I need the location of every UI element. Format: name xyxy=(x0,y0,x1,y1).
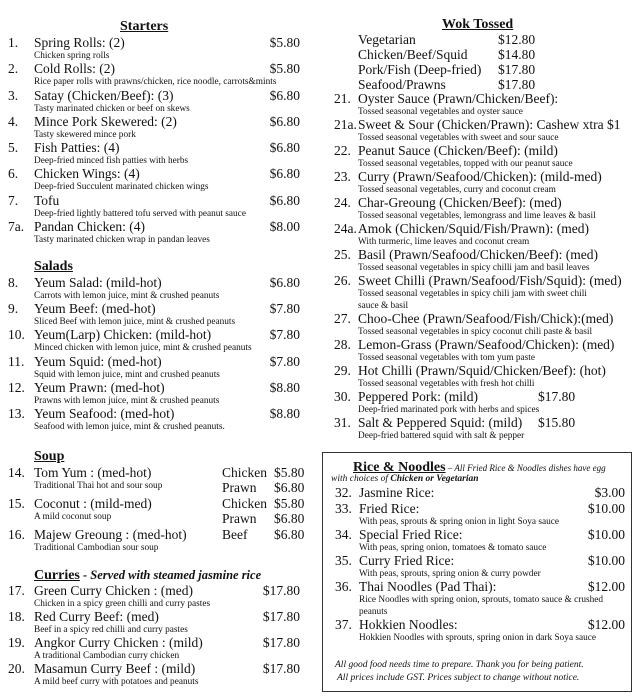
item-number: 24a. xyxy=(334,221,357,236)
price-tier xyxy=(320,32,637,47)
item-name: Yeum Salad: (mild-hot) xyxy=(34,275,162,290)
item-name: Angkor Curry Chicken : (mild) xyxy=(34,635,203,650)
variant-price: $6.80 xyxy=(274,480,305,495)
starters-list xyxy=(0,36,320,246)
tier-price: $17.80 xyxy=(498,77,536,92)
item-number: 27. xyxy=(334,311,351,326)
item-number: 5. xyxy=(8,140,19,156)
item-number: 29. xyxy=(334,363,351,378)
curries-title: Curries xyxy=(34,568,80,583)
menu-item xyxy=(0,302,320,328)
item-price: $10.00 xyxy=(587,501,625,516)
item-description: Minced chicken with lemon juice, mint & crushed peanuts xyxy=(34,343,252,354)
item-description: Prawns with lemon juice, mint & crushed peanuts xyxy=(34,395,220,406)
item-number: 7a. xyxy=(8,219,25,235)
item-name: Choo-Chee (Prawn/Seafood/Fish/Chick):(med) xyxy=(358,311,614,326)
wok-price-tiers xyxy=(320,32,637,92)
item-name: Yeum Beef: (med-hot) xyxy=(34,301,156,317)
item-description: Sliced Beef with lemon juice, mint & crushed peanuts xyxy=(34,317,236,328)
menu-item xyxy=(320,338,637,364)
item-price: $15.80 xyxy=(538,415,576,430)
item-price: $12.00 xyxy=(587,579,625,594)
item-description: Traditional Thai hot and sour soup xyxy=(34,481,163,491)
item-name: Sweet & Sour (Chicken/Prawn): Cashew xtra $1 xyxy=(358,117,621,132)
item-description: Deep-fried minced fish patties with herbs xyxy=(34,156,189,167)
item-name: Jasmine Rice: xyxy=(359,485,435,500)
menu-item xyxy=(1,528,633,554)
item-price: $3.00 xyxy=(594,485,625,500)
item-name: Green Curry Chicken : (med) xyxy=(34,583,193,598)
item-number: 25. xyxy=(334,247,351,262)
item-name: Amok (Chicken/Squid/Fish/Prawn): (med) xyxy=(358,221,589,236)
rice-list xyxy=(1,486,633,644)
variant-price: $6.80 xyxy=(274,527,305,542)
item-name: Peanut Sauce (Chicken/Beef): (mild) xyxy=(358,143,558,158)
item-description: Rice paper rolls with prawns/chicken, rice noodle, carrots&mints xyxy=(34,77,277,88)
item-number: 33. xyxy=(335,501,352,516)
item-name: Satay (Chicken/Beef): (3) xyxy=(34,87,174,103)
curries-subtitle: - Served with steamed jasmine rice xyxy=(79,568,262,582)
menu-item xyxy=(1,618,633,644)
menu-item xyxy=(0,381,320,407)
item-name: Salt & Peppered Squid: (mild) xyxy=(358,415,523,430)
item-name: Char-Greoung (Chicken/Beef): (med) xyxy=(358,195,562,210)
item-number: 16. xyxy=(8,527,25,542)
item-number: 23. xyxy=(334,169,351,184)
item-price: $6.80 xyxy=(269,275,300,290)
menu-item xyxy=(0,194,320,220)
item-description: Tasty skewered mince pork xyxy=(34,129,136,140)
item-description: Carrots with lemon juice, mint & crushed peanuts xyxy=(34,291,220,301)
item-number: 24. xyxy=(334,195,351,210)
menu-item xyxy=(0,220,320,246)
item-price: $5.80 xyxy=(269,61,300,77)
item-description: Squid with lemon juice, mint and crushed peanuts xyxy=(34,369,220,380)
item-name: Curry Fried Rice: xyxy=(359,553,455,568)
item-description: Chicken spring rolls xyxy=(34,51,110,61)
menu-item xyxy=(0,62,320,88)
item-number: 11. xyxy=(8,353,25,369)
menu-item xyxy=(320,92,637,118)
soup-heading: Soup xyxy=(34,449,65,464)
item-price: $6.80 xyxy=(269,113,300,129)
menu-item xyxy=(0,115,320,141)
item-number: 36. xyxy=(335,579,352,594)
item-description-cont: sauce & basil xyxy=(358,301,409,311)
variant-price: $6.80 xyxy=(274,511,305,526)
rice-intro-line2 xyxy=(331,473,479,485)
item-name: Yeum Seafood: (med-hot) xyxy=(34,405,175,421)
menu-item xyxy=(1,580,633,618)
item-number: 21. xyxy=(334,91,351,106)
item-name: Hot Chilli (Prawn/Squid/Chicken/Beef): (hot) xyxy=(358,363,606,378)
item-description: With turmeric, lime leaves and coconut cream xyxy=(358,237,530,247)
item-price: $7.80 xyxy=(269,353,300,369)
menu-item xyxy=(320,118,637,144)
tier-price: $12.80 xyxy=(498,32,536,47)
variant-name: Chicken xyxy=(222,465,267,480)
rice-intro: – All Fried Rice & Noodles dishes have egg xyxy=(445,463,606,473)
item-description: With peas, spring onion, tomatoes & tomato sauce xyxy=(359,543,547,553)
item-number: 3. xyxy=(8,87,19,103)
item-number: 7. xyxy=(8,192,19,208)
menu-item xyxy=(0,141,320,167)
item-name: Mince Pork Skewered: (2) xyxy=(34,113,177,129)
price-tier xyxy=(320,47,637,62)
menu-item xyxy=(320,364,637,390)
item-description-cont: peanuts xyxy=(359,607,388,617)
item-name: Fish Patties: (4) xyxy=(34,140,120,156)
item-price: $17.80 xyxy=(262,661,300,676)
tier-label: Pork/Fish (Deep-fried) xyxy=(358,62,482,77)
item-description: Traditional Cambodian sour soup xyxy=(34,543,159,553)
item-name: Coconut : (mild-med) xyxy=(34,496,152,511)
item-name: Yeum Prawn: (med-hot) xyxy=(34,379,165,395)
variant-name: Prawn xyxy=(222,480,257,495)
item-number: 10. xyxy=(8,327,25,343)
rice-noodles-box xyxy=(322,452,632,692)
item-number: 28. xyxy=(334,337,351,352)
item-number: 31. xyxy=(334,415,351,430)
item-price: $6.80 xyxy=(269,87,300,103)
wok-heading: Wok Tossed xyxy=(442,17,514,32)
item-description: Tossed seasonal vegetables with tom yum paste xyxy=(358,353,535,363)
item-name: Tofu xyxy=(34,192,60,208)
item-name: Thai Noodles (Pad Thai): xyxy=(359,579,497,594)
item-name: Yeum(Larp) Chicken: (mild-hot) xyxy=(34,327,212,343)
item-name: Red Curry Beef: (med) xyxy=(34,609,159,624)
item-name: Hokkien Noodles: xyxy=(359,617,458,632)
item-price: $6.80 xyxy=(269,166,300,182)
item-price: $7.80 xyxy=(269,301,300,317)
item-name: Sweet Chilli (Prawn/Seafood/Fish/Squid): (med) xyxy=(358,273,622,288)
item-description: Tasty marinated chicken wrap in pandan leaves xyxy=(34,235,210,246)
item-number: 15. xyxy=(8,496,25,511)
item-description: Tossed seasonal vegetables and oyster sauce xyxy=(358,107,523,117)
rice-intro-choices: Chicken or Vegetarian xyxy=(390,474,479,484)
menu-item xyxy=(0,407,320,433)
menu-item xyxy=(0,167,320,193)
item-number: 26. xyxy=(334,273,351,288)
item-price: $12.00 xyxy=(587,617,625,632)
item-description: Deep-fried Succulent marinated chicken wings xyxy=(34,182,209,193)
item-number: 30. xyxy=(334,389,351,404)
menu-item xyxy=(0,276,320,302)
menu-item xyxy=(1,502,633,528)
item-name: Fried Rice: xyxy=(359,501,420,516)
variant-name: Chicken xyxy=(222,496,267,511)
item-number: 32. xyxy=(335,485,352,500)
item-description: Seafood with lemon juice, mint & crushed peanuts. xyxy=(34,421,225,432)
item-price: $6.80 xyxy=(269,140,300,156)
variant-price: $5.80 xyxy=(274,496,305,511)
item-name: Cold Rolls: (2) xyxy=(34,61,116,77)
item-number: 19. xyxy=(8,635,25,650)
item-description: Tossed seasonal vegetables with sweet and sour sauce xyxy=(358,133,559,143)
item-price: $8.00 xyxy=(269,219,300,235)
menu-item xyxy=(1,486,633,502)
item-description: With peas, sprouts, spring onion & curry powder xyxy=(359,569,541,579)
item-description: Beef in a spicy red chilli and curry pastes xyxy=(34,625,188,635)
item-price: $10.00 xyxy=(587,553,625,568)
menu-item xyxy=(0,355,320,381)
item-description: Deep-fried battered squid with salt & pepper xyxy=(358,431,525,441)
item-number: 20. xyxy=(8,661,25,676)
variant-price: $5.80 xyxy=(274,465,305,480)
menu-item xyxy=(320,144,637,170)
item-description: Deep-fried marinated pork with herbs and spices xyxy=(358,405,540,415)
tier-label: Chicken/Beef/Squid xyxy=(358,47,468,62)
item-price: $7.80 xyxy=(269,327,300,343)
tier-price: $14.80 xyxy=(498,47,536,62)
tier-label: Vegetarian xyxy=(358,32,416,47)
item-description: Hokkien Noodles with sprouts, spring onion in dark Soya sauce xyxy=(359,633,597,643)
item-price: $17.80 xyxy=(262,635,300,650)
item-description: Tossed seasonal vegetables in spicy coconut chili paste & basil xyxy=(358,327,593,337)
item-number: 6. xyxy=(8,166,19,182)
variant-name: Prawn xyxy=(222,511,257,526)
tier-label: Seafood/Prawns xyxy=(358,77,446,92)
tier-price: $17.80 xyxy=(498,62,536,77)
item-number: 8. xyxy=(8,275,19,290)
rice-title: Rice & Noodles xyxy=(353,460,446,475)
item-price: $8.80 xyxy=(269,405,300,421)
item-number: 1. xyxy=(8,35,19,50)
item-price: $10.00 xyxy=(587,527,625,542)
item-price: $8.80 xyxy=(269,379,300,395)
menu-item xyxy=(320,196,637,222)
item-number: 17. xyxy=(8,583,25,598)
item-description: A traditional Cambodian curry chicken xyxy=(34,651,180,661)
item-price: $17.80 xyxy=(538,389,576,404)
item-description: Tossed seasonal vegetables, topped with our peanut sauce xyxy=(358,159,573,169)
item-name: Spring Rolls: (2) xyxy=(34,35,125,50)
menu-item xyxy=(320,248,637,274)
item-name: Basil (Prawn/Seafood/Chicken/Beef): (med) xyxy=(358,247,598,262)
item-description: Tossed seasonal vegetables, lemongrass and lime leaves & basil xyxy=(358,211,596,221)
item-description: Tossed seasonal vegetables, curry and coconut cream xyxy=(358,185,556,195)
item-number: 14. xyxy=(8,465,25,480)
menu-item xyxy=(320,274,637,312)
item-name: Chicken Wings: (4) xyxy=(34,166,140,182)
item-price: $17.80 xyxy=(262,609,300,624)
item-name: Pandan Chicken: (4) xyxy=(34,219,145,235)
item-number: 9. xyxy=(8,301,19,317)
item-number: 4. xyxy=(8,113,19,129)
item-number: 37. xyxy=(335,617,352,632)
price-tier xyxy=(320,62,637,77)
item-number: 12. xyxy=(8,379,25,395)
salads-heading: Salads xyxy=(34,259,73,274)
variant-name: Beef xyxy=(222,527,248,542)
item-description: A mild beef curry with potatoes and peanuts xyxy=(34,677,199,687)
item-description: Tasty marinated chicken or beef on skews xyxy=(34,103,190,114)
item-number: 21a. xyxy=(334,117,357,132)
item-name: Special Fried Rice: xyxy=(359,527,463,542)
item-name: Oyster Sauce (Prawn/Chicken/Beef): xyxy=(358,91,559,106)
item-name: Masamun Curry Beef : (mild) xyxy=(34,661,196,676)
price-tier xyxy=(320,77,637,92)
item-price: $5.80 xyxy=(269,35,300,50)
item-price: $17.80 xyxy=(262,583,300,598)
item-name: Tom Yum : (med-hot) xyxy=(34,465,152,480)
item-description: Deep-fried lightly battered tofu served with peanut sauce xyxy=(34,208,246,219)
menu-item xyxy=(0,328,320,354)
item-description: Tossed seasonal vegetables in spicy chilli jam and basil leaves xyxy=(358,263,590,273)
footer-note-1: All good food needs time to prepare. Thank you for being patient. xyxy=(335,660,584,670)
menu-item xyxy=(320,170,637,196)
item-name: Majew Greoung : (med-hot) xyxy=(34,527,187,542)
item-description: Chicken in a spicy green chilli and curry pastes xyxy=(34,599,211,609)
menu-item xyxy=(320,416,637,442)
item-number: 35. xyxy=(335,553,352,568)
item-description: A mild coconut soup xyxy=(34,512,112,522)
item-description: With peas, sprouts & spring onion in light Soya sauce xyxy=(359,517,560,527)
footer-note-2: All prices include GST. Prices subject to change without notice. xyxy=(337,673,580,683)
starters-heading: Starters xyxy=(120,19,169,34)
menu-item xyxy=(0,89,320,115)
item-description: Tossed seasonal vegetables with fresh hot chilli xyxy=(358,379,535,389)
item-number: 2. xyxy=(8,61,19,77)
menu-item xyxy=(320,222,637,248)
menu-item xyxy=(320,390,637,416)
item-name: Lemon-Grass (Prawn/Seafood/Chicken): (med) xyxy=(358,337,615,352)
item-name: Peppered Pork: (mild) xyxy=(358,389,478,404)
menu-item xyxy=(320,312,637,338)
item-number: 13. xyxy=(8,405,25,421)
wok-list xyxy=(320,92,637,442)
item-number: 22. xyxy=(334,143,351,158)
item-description: Tossed seasonal vegetables in spicy chili jam with sweet chili xyxy=(358,289,587,299)
item-name: Yeum Squid: (med-hot) xyxy=(34,353,162,369)
menu-item xyxy=(1,554,633,580)
item-number: 34. xyxy=(335,527,352,542)
menu-item xyxy=(0,36,320,62)
item-price: $6.80 xyxy=(269,192,300,208)
rice-intro-text: with choices of xyxy=(331,474,391,484)
menu-item xyxy=(0,662,320,688)
item-number: 18. xyxy=(8,609,25,624)
salads-list xyxy=(0,276,320,433)
item-name: Curry (Prawn/Seafood/Chicken): (mild-med) xyxy=(358,169,602,184)
item-description: Rice Noodles with spring onion, sprouts, tomato sauce & crushed xyxy=(359,595,604,605)
